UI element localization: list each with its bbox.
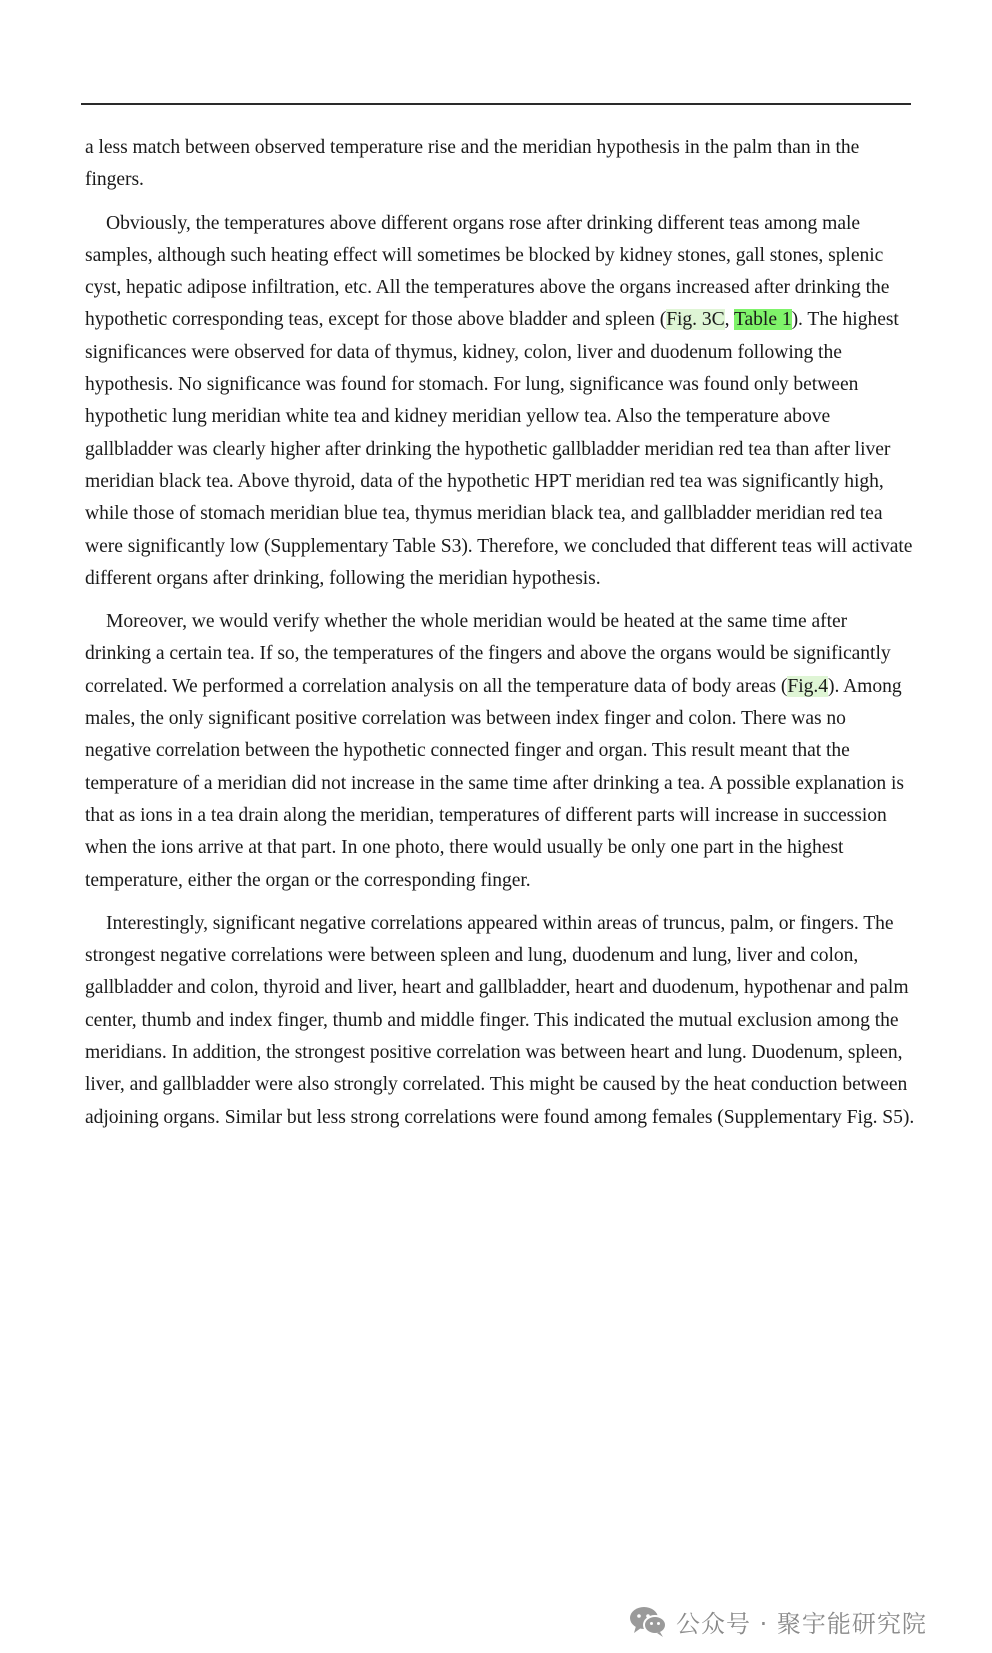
body-text: Obviously, the temperatures above different organs rose after drinking different teas among male samples, although such heating effect will sometimes be blocked by kidney stones, gall stones, splenic cyst, hepatic adipose infiltration, etc. All the temperatures above the organs increased after drinking the hypothetic corresponding teas, except for those above bladder and spleen (	[85, 212, 890, 331]
paragraph	[85, 132, 915, 197]
paragraph	[85, 606, 915, 897]
reference-link[interactable]: Fig. 3C	[666, 309, 725, 331]
document-body	[85, 132, 915, 1145]
header-rule	[81, 103, 911, 105]
body-text: ). The highest significances were observed for data of thymus, kidney, colon, liver and duodenum following the hypothesis. No significance was found for stomach. For lung, significance was found only between hypothetic lung meridian white tea and kidney meridian yellow tea. Also the temperature above gallbladder was clearly higher after drinking the hypothetic gallbladder meridian red tea than after liver meridian black tea. Above thyroid, data of the hypothetic HPT meridian red tea was significantly high, while those of stomach meridian blue tea, thymus meridian black tea, and gallbladder meridian red tea were significantly low (Supplementary Table S3). Therefore, we concluded that different teas will activate different organs after drinking, following the meridian hypothesis.	[85, 309, 913, 589]
body-text: Moreover, we would verify whether the whole meridian would be heated at the same time after drinking a certain tea. If so, the temperatures of the fingers and above the organs would be significantly correlated. We performed a correlation analysis on all the temperature data of body areas (	[85, 611, 891, 697]
paragraph	[85, 208, 915, 596]
wechat-icon	[628, 1604, 668, 1638]
reference-link[interactable]: Table 1	[733, 309, 792, 331]
watermark-label: 公众号 · 聚宇能研究院	[676, 1609, 927, 1638]
paragraph	[85, 908, 915, 1134]
watermark	[628, 1604, 927, 1638]
body-text: Interestingly, significant negative correlations appeared within areas of truncus, palm, or fingers. The strongest negative correlations were between spleen and lung, duodenum and lung, liver and colon, gallbladder and colon, thyroid and liver, heart and gallbladder, heart and duodenum, hypothenar and palm center, thumb and index finger, thumb and middle finger. This indicated the mutual exclusion among the meridians. In addition, the strongest positive correlation was between heart and lung. Duodenum, spleen, liver, and gallbladder were also strongly correlated. This might be caused by the heat conduction between adjoining organs. Similar but less strong correlations were found among females (Supplementary Fig. S5).	[85, 912, 915, 1128]
body-text: ,	[724, 309, 734, 331]
body-text: ). Among males, the only significant positive correlation was between index finger and colon. There was no negative correlation between the hypothetic connected finger and organ. This result meant that the temperature of a meridian did not increase in the same time after drinking a tea. A possible explanation is that as ions in a tea drain along the meridian, temperatures of different parts will increase in succession when the ions arrive at that part. In one photo, there would usually be only one part in the highest temperature, either the organ or the corresponding finger.	[85, 675, 904, 891]
reference-link[interactable]: Fig.4	[787, 675, 828, 697]
body-text: a less match between observed temperature rise and the meridian hypothesis in the palm than in the fingers.	[85, 137, 860, 191]
